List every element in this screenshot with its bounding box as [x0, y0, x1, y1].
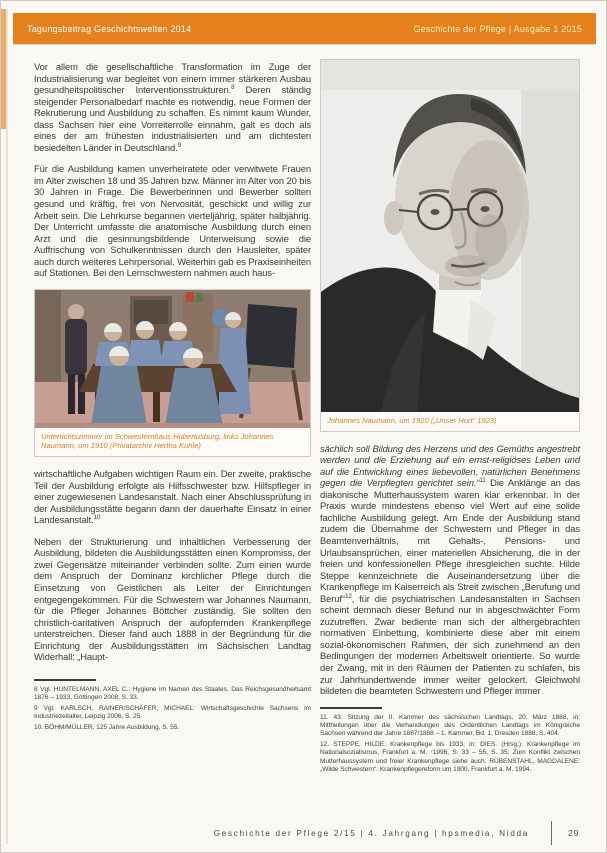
right-column: [320, 59, 580, 777]
paragraph: [320, 443, 580, 697]
paragraph-text: Deren ständig steigender Personalbedarf machte es notwendig, neue Formen der Rekrutierung und Ausbildung zu schaffen. Es nimmt kaum Wunder, dass Sachsen hier eine Vorreiterrolle einnahm, galt es doch als eines der am frühesten industrialisierten und am dichtesten besiedelten Länder in Deutschland.: [34, 84, 312, 153]
classroom-figure: [34, 289, 311, 457]
paragraph-text: wirtschaftliche Aufgaben wichtigen Raum ein. Der zweite, praktische Teil der Ausbildung erfolgte als Hilfsschwester bzw. Hilfspfleger in einer zugewiesenen Landesanstalt. Nach einer Abschlussprüfung in der Ausbildungsstätte begann dann der dauerhafte Einsatz in einer Landesanstalt.: [34, 468, 311, 526]
footnote: 11. 43. Sitzung der II. Kammer des sächsischen Landtags, 20. März 1888, in: Mittheilungen über die Verhandlungen des Ordentlichen Landtags im Königreiche Sachsen während der Jahre 1887/1888 – 1. Kammer, Bd. 1, Dresden 1888, S. 404.: [320, 713, 580, 738]
footnote-marker: 9: [177, 141, 181, 149]
page-number: 29: [568, 828, 580, 838]
paragraph-text: Die Anklänge an das diakonische Mutterhaussystem waren klar erkennbar. In der Praxis wurde mindestens ebenso viel Wert auf eine solide fachliche Ausbildung gelegt. Am Ende der Ausbildung stand zudem die Übernahme der Schwestern und Pfleger in das Beamtenverhältnis, mit Gehalts-, Pensions- und Urlaubsansprüchen, einer materiellen Absicherung, die in der freien und konfessionellen Pflege ihresgleichen suchte. Hilde Steppe kennzeichnete die Auseinandersetzung über die Krankenpflege im Kaiserreich als Streit zwischen „Berufung und Beruf“: [320, 477, 581, 604]
footnote: 10. BÖHM/MÜLLER, 125 Jahre Ausbildung, S. 55.: [34, 723, 180, 731]
paragraph: [34, 468, 311, 526]
paragraph-text: Vor allem die gesellschaftliche Transformation im Zuge der Industrialisierung war begleitet von einem immer stärkeren Ausbau gesundheitspolitischer Interventionsstrukturen.: [34, 61, 311, 96]
footer-journal-line: Geschichte der Pflege 2/15 | 4. Jahrgang | hpsmedia, Nidda: [213, 828, 529, 838]
portrait-photo: [321, 60, 579, 412]
classroom-photo: [35, 290, 310, 428]
right-footnotes: [320, 707, 580, 775]
page-header-bar: [13, 13, 596, 44]
header-journal-label: Geschichte der Pflege | Ausgabe 1 2015: [413, 23, 582, 34]
classroom-caption: Unterrichtszimmer im Schwesternhaus Hubertusburg, links Johannes Naumann, um 1910 (Privatarchiv Hertha Kuhle): [41, 431, 274, 451]
footnote-marker: 8: [231, 83, 235, 91]
footnote: 9 Vgl. KARLSCH, RAINER/SCHÄFER, MICHAEL: Wirtschaftsgeschichte Sachsens im Industriezeitalter, Leipzig 2006, S. 25.: [34, 704, 311, 721]
quote-text: sächlich soll Bildung des Herzens und des Gemüths angestrebt werden und die Erziehung auf ein ernst-religiöses Leben und auf die Entwicklung eines liebevollen, natürlichen Benehmens gegen die Verpflegten gerichtet sein.“: [320, 442, 580, 489]
footnote-marker: 11: [479, 477, 486, 485]
footnote: 12. STEPPE, HILDE: Krankenpflege bis 1933, in: DIES. (Hrsg.): Krankenpflege im Nationalsozialismus, Frankfurt a. M. ⁷1996, S. 33 – 55, S. 35; Zum Konflikt zwischen Mutterhaussystem und freier Krankenpflege siehe auch: RÜBENSTAHL, MAGDALENE: „Wilde Schwestern“. Krankenpflegereform um 1900, Frankfurt a. M. 1994.: [320, 741, 580, 773]
footer-divider: [551, 821, 552, 845]
page-footer: [1, 820, 586, 846]
footnote-rule: [34, 679, 96, 681]
footnote-rule: [320, 707, 382, 709]
left-column: [34, 61, 311, 735]
footnote: 8 Vgl. HUNTELMANN, AXEL C.: Hygiene im Namen des Staates. Das Reichsgesundheitsamt 1876 – 1933, Göttingen 2008, S. 33.: [34, 685, 311, 702]
portrait-figure: [320, 59, 580, 432]
paragraph: Für die Ausbildung kamen unverheiratete oder verwitwete Frauen im Alter zwischen 18 und 35 Jahren bzw. Männer im Alter von 20 bis 30 Jahren in Frage. Die Bewerberinnen und Bewerber sollten gesund und kräftig, frei von Nervosität, geschickt und willig zur Arbeit sein. Die Lehrkurse begannen vierteljährig, später halbjährig. Der Unterricht umfasste die anatomische Ausbildung durch einen Arzt und die gesinnungsbildende Unterweisung sowie die Auffrischung von Schulkenntnissen durch den Hausleiter, später auch durch weiteres Lehrpersonal. Weiterhin gab es Praxiseinheiten auf Stationen. Bei den Lernschwestern nahmen auch haus-: [34, 163, 311, 279]
paragraph: [34, 61, 311, 153]
header-conference-label: Tagungsbeitrag Geschichtswelten 2014: [27, 23, 192, 34]
paragraph: Neben der Strukturierung und inhaltlichen Verbesserung der Ausbildung, bildeten die Ausbildungsstätten einen Kompromiss, der zwei Gegensätze miteinander verbinden sollte. Zum einen wurde dem Anspruch der Dominanz kirchlicher Pflege durch die Einsetzung von Geistlichen als Leiter der Einrichtungen entgegengekommen. Für die Schwestern war Johannes Naumann, für die Pfleger Johannes Böttcher zuständig. Sie sollten den christlich-caritativen Anspruch der aufopfernden Krankenpflege unterstreichen. Dieser fand auch 1888 in der Begründung für die Einrichtung der Ausbildungsstätten im Sächsischen Landtag Widerhall: „Haupt-: [34, 535, 311, 663]
footnote-marker: 12: [344, 592, 352, 600]
paragraph-text: , für die psychiatrischen Landesanstalten in Sachsen scheint demnach dieser Befund nur in abgeschwächter Form zuzutreffen. Zwar bediente man sich der althergebrachten normativen Einbettung, kombinierte diese aber mit einem sozial-ökonomischen Rahmen, der sich zunehmend an den Bedingungen der modernen Arbeitswelt orientierte. So wurde der Zwang, mit in den Räumen der Patienten zu schlafen, bis zur Jahrhundertwende immer weiter gelockert. Gleichwohl bildeten die beamteten Schwestern und Pfleger immer: [320, 592, 580, 697]
scan-artifact: [6, 9, 8, 844]
left-footnotes: [34, 679, 311, 732]
footnote-marker: 10: [93, 514, 101, 522]
portrait-caption: Johannes Naumann, um 1920 („Unser Hort“ 1923): [327, 416, 497, 425]
